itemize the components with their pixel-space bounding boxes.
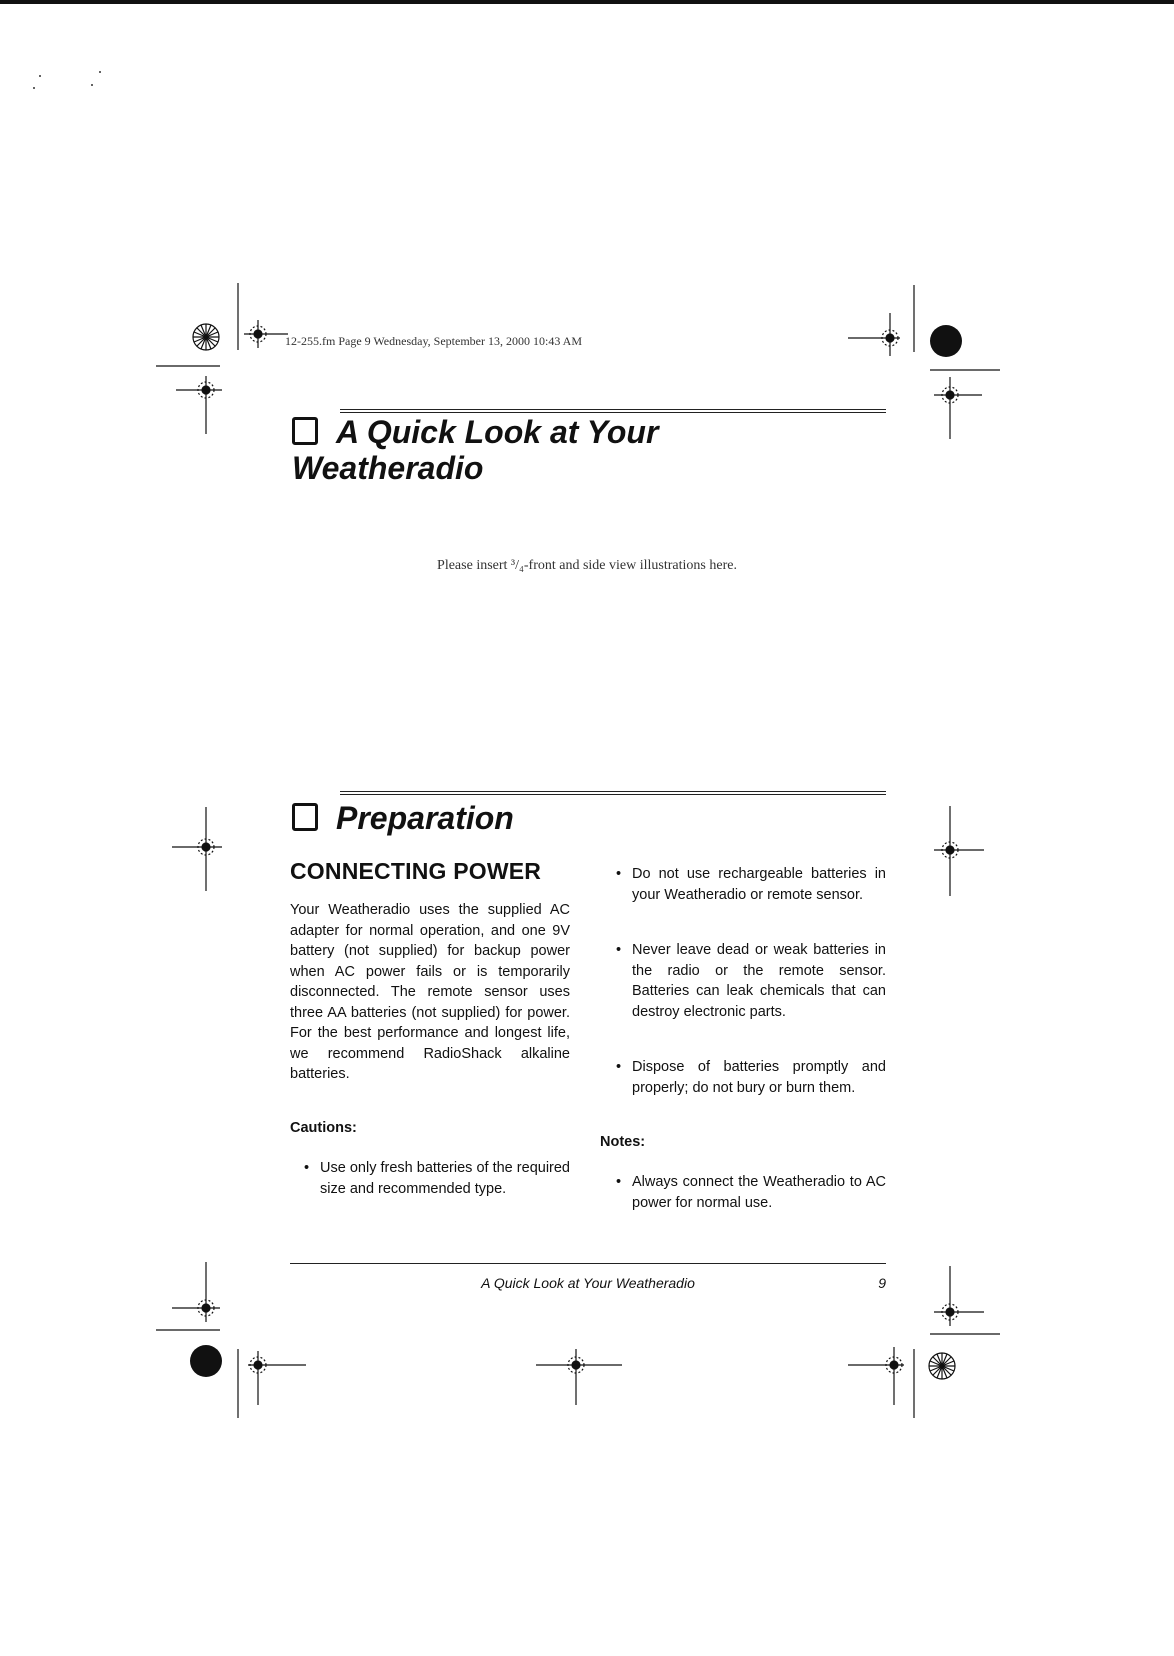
starburst-icon bbox=[193, 324, 219, 350]
caution-item: • Do not use rechargeable batteries in your Weatheradio or remote sensor. bbox=[616, 866, 886, 903]
footer-rule bbox=[290, 1263, 886, 1264]
crosshair-icon bbox=[536, 1349, 622, 1405]
page-number: 9 bbox=[878, 1275, 886, 1291]
crosshair-icon bbox=[248, 1351, 306, 1405]
cautions-label: Cautions: bbox=[290, 1120, 357, 1136]
subheading: CONNECTING POWER bbox=[290, 858, 542, 884]
section-title bbox=[292, 414, 658, 450]
section-rule bbox=[340, 409, 886, 413]
section-title-preparation bbox=[292, 800, 514, 836]
crosshair-icon bbox=[934, 377, 982, 439]
illustration-placeholder: Please insert ³/₄-front and side view illustrations here. bbox=[437, 558, 737, 573]
crosshair-icon bbox=[934, 806, 984, 896]
crosshair-icon bbox=[848, 313, 900, 356]
caution-item: • Use only fresh batteries of the required size and recommended type. bbox=[304, 1160, 570, 1197]
crosshair-icon bbox=[172, 807, 222, 891]
starburst-icon bbox=[929, 1353, 955, 1379]
caution-item: • Dispose of batteries promptly and properly; do not bury or burn them. bbox=[616, 1059, 886, 1096]
note-item: • Always connect the Weatheradio to AC power for normal use. bbox=[616, 1174, 886, 1211]
crosshair-icon bbox=[934, 1266, 984, 1326]
body-paragraph: Your Weatheradio uses the supplied AC adapter for normal operation, and one 9V battery (not supplied) for backup power when AC power fails or is temporarily disconnected. The remote sensor uses three AA batteries (not supplied) for power. For the best performance and longest life, we recommend RadioShack alkaline batteries. bbox=[290, 902, 570, 1082]
crosshair-icon bbox=[244, 320, 288, 348]
section-title-line2: Weatheradio bbox=[292, 450, 484, 486]
checkbox-icon bbox=[292, 803, 318, 831]
footer-title: A Quick Look at Your Weatheradio bbox=[481, 1275, 695, 1291]
register-dot-icon bbox=[190, 1345, 222, 1377]
notes-label: Notes: bbox=[600, 1134, 646, 1150]
section-title-line1: A Quick Look at Your bbox=[336, 414, 659, 450]
header-slug: 12-255.fm Page 9 Wednesday, September 13, 2000 10:43 AM bbox=[285, 334, 582, 348]
register-dot-icon bbox=[930, 325, 962, 357]
crosshair-icon bbox=[176, 376, 222, 434]
section-rule bbox=[340, 791, 886, 795]
caution-item: • Never leave dead or weak batteries in the radio or the remote sensor. Batteries can leak chemicals that can destroy electronic parts. bbox=[616, 942, 886, 1020]
checkbox-icon bbox=[292, 417, 318, 445]
crosshair-icon bbox=[848, 1347, 904, 1405]
section-title-text: Preparation bbox=[336, 800, 514, 836]
crosshair-icon bbox=[172, 1262, 220, 1322]
